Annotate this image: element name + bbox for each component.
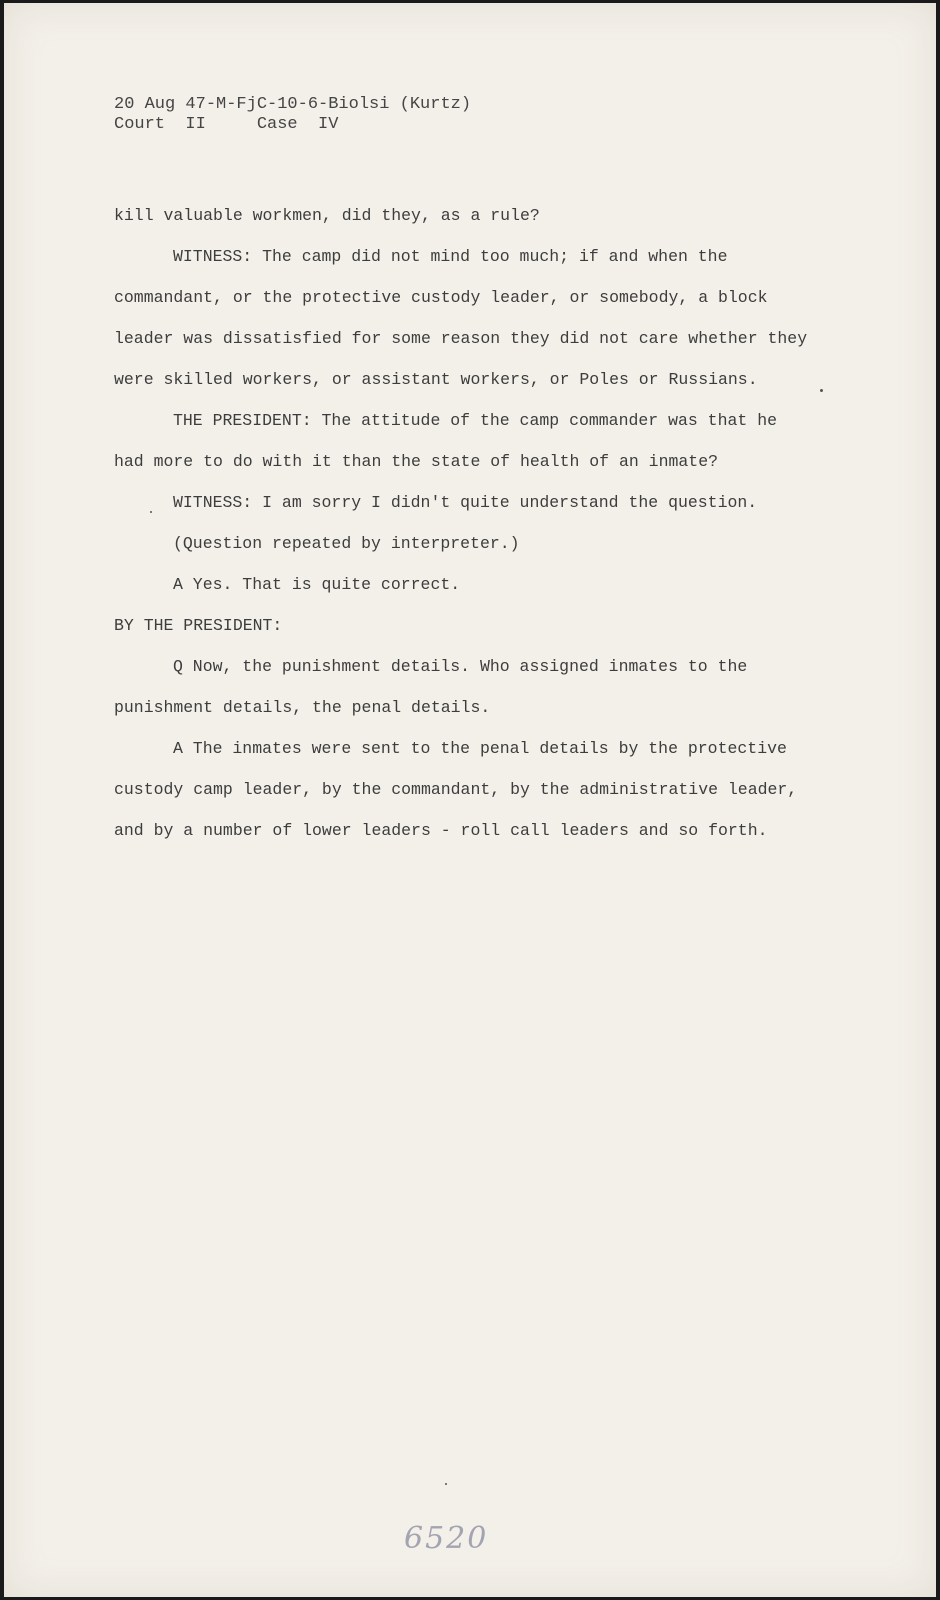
- handwritten-page-number: 6520: [404, 1521, 489, 1556]
- transcript-line: A Yes. That is quite correct.: [173, 575, 461, 594]
- document-page: [4, 3, 936, 1597]
- transcript-line: WITNESS: The camp did not mind too much; if and when the: [173, 247, 728, 266]
- transcript-line: kill valuable workmen, did they, as a rule?: [114, 206, 540, 225]
- paper-speck: [150, 511, 152, 513]
- transcript-line: A The inmates were sent to the penal details by the protective: [173, 739, 787, 758]
- transcript-line: and by a number of lower leaders - roll call leaders and so forth.: [114, 821, 768, 840]
- header-court-case: Court II Case IV: [114, 115, 339, 134]
- transcript-line: custody camp leader, by the commandant, by the administrative leader,: [114, 780, 798, 799]
- transcript-line: (Question repeated by interpreter.): [173, 534, 520, 553]
- paper-speck: [820, 389, 823, 392]
- header-reference: 20 Aug 47-M-FjC-10-6-Biolsi (Kurtz): [114, 95, 472, 114]
- transcript-line: leader was dissatisfied for some reason they did not care whether they: [114, 329, 808, 348]
- transcript-line: commandant, or the protective custody leader, or somebody, a block: [114, 288, 768, 307]
- transcript-line: WITNESS: I am sorry I didn't quite understand the question.: [173, 493, 758, 512]
- transcript-line: punishment details, the penal details.: [114, 698, 491, 717]
- transcript-body: [114, 195, 834, 851]
- paper-speck: [445, 1483, 447, 1485]
- transcript-line: THE PRESIDENT: The attitude of the camp commander was that he: [173, 411, 777, 430]
- transcript-line: Q Now, the punishment details. Who assigned inmates to the: [173, 657, 748, 676]
- transcript-line: had more to do with it than the state of health of an inmate?: [114, 452, 718, 471]
- section-heading: BY THE PRESIDENT:: [114, 616, 283, 635]
- transcript-line: were skilled workers, or assistant workers, or Poles or Russians.: [114, 370, 758, 389]
- document-header: [114, 95, 471, 135]
